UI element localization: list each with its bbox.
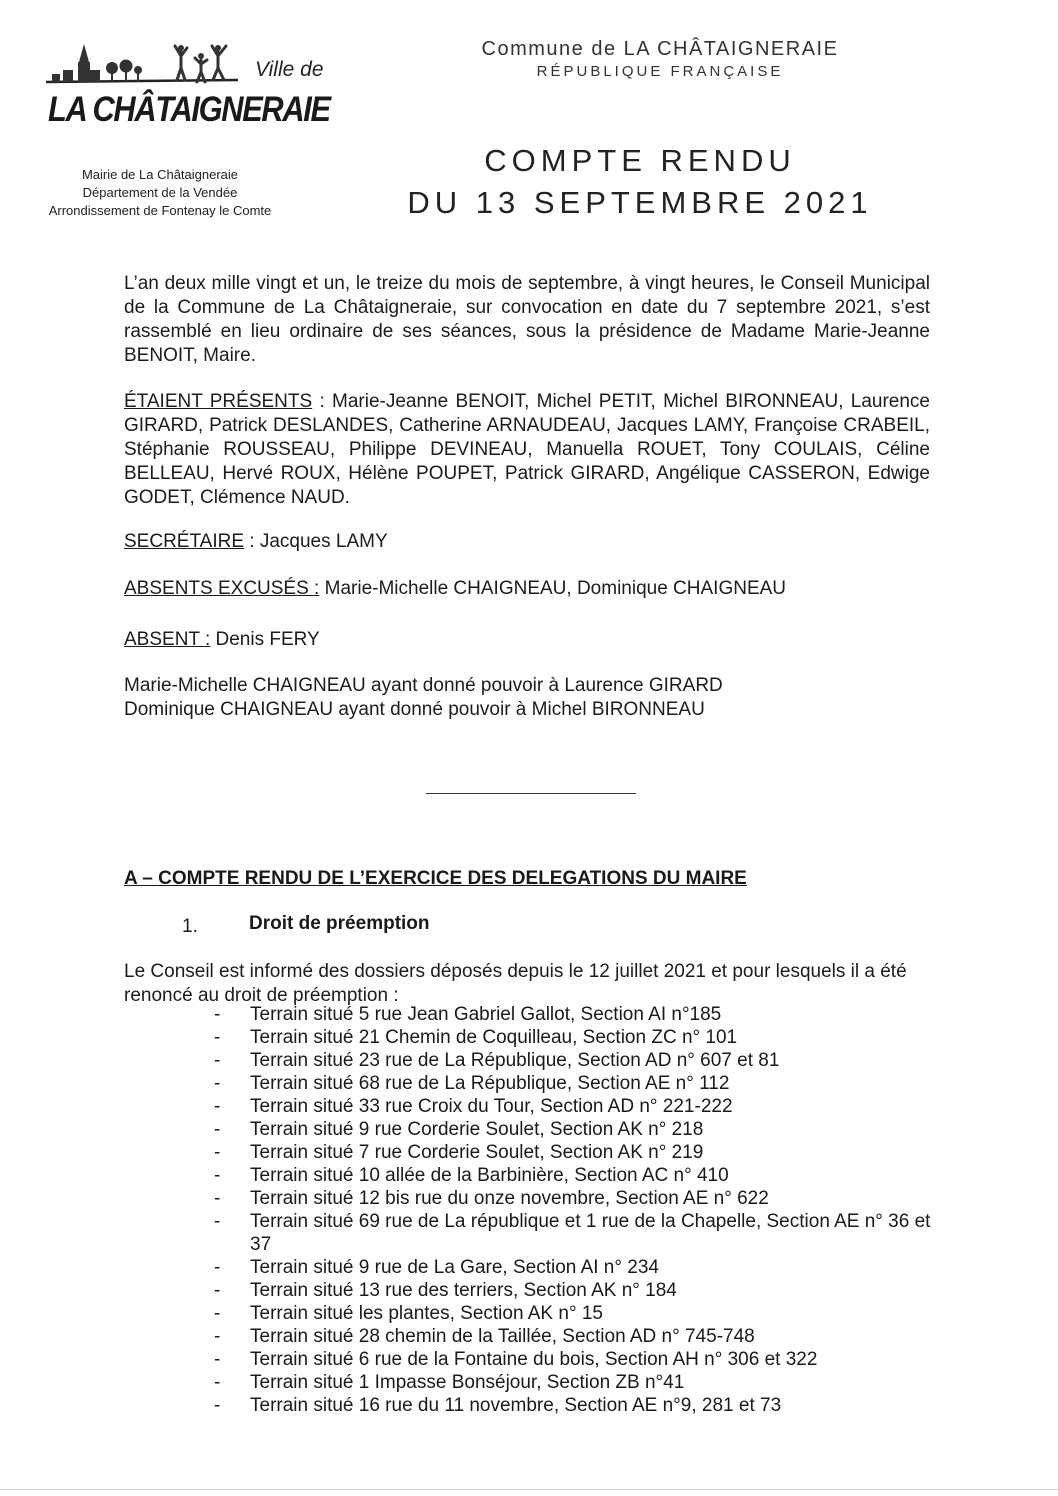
town-logo [38, 40, 338, 140]
list-item-text: Terrain situé 9 rue de La Gare, Section AI n° 234 [250, 1257, 659, 1278]
list-item-text: Terrain situé 16 rue du 11 novembre, Section AE n°9, 281 et 73 [250, 1395, 782, 1416]
secretaire-value: : Jacques LAMY [244, 531, 388, 552]
list-item [214, 1256, 934, 1279]
list-dash: - [214, 1004, 221, 1025]
title-line-1: COMPTE RENDU [484, 143, 796, 178]
commune-header [400, 38, 920, 80]
list-item [214, 1049, 934, 1072]
absent-value: Denis FERY [210, 629, 320, 650]
list-dash: - [214, 1073, 221, 1094]
list-item-text: Terrain situé 23 rue de La République, Section AD n° 607 et 81 [250, 1050, 780, 1071]
list-item-text: Terrain situé 28 chemin de la Taillée, Section AD n° 745-748 [250, 1326, 755, 1347]
mairie-line: Mairie de La Châtaigneraie [81, 167, 239, 182]
list-item [214, 1325, 934, 1348]
list-item [214, 1072, 934, 1095]
list-dash: - [214, 1165, 221, 1186]
list-dash: - [214, 1027, 221, 1048]
list-item-text: Terrain situé 13 rue des terriers, Section AK n° 184 [250, 1280, 677, 1301]
list-item-text: Terrain situé 68 rue de La République, Section AE n° 112 [250, 1073, 730, 1094]
preemption-paragraph: Le Conseil est informé des dossiers déposés depuis le 12 juillet 2021 et pour lesquels il a été renoncé au droit de préemption : [124, 961, 907, 1006]
list-dash: - [214, 1188, 221, 1209]
republique-line: RÉPUBLIQUE FRANÇAISE [536, 63, 784, 80]
list-item [214, 1302, 934, 1325]
absents-excuses-value: Marie-Michelle CHAIGNEAU, Dominique CHAIGNEAU [319, 578, 787, 599]
list-item [214, 1095, 934, 1118]
secretaire-label: SECRÉTAIRE [124, 531, 245, 552]
secretaire-line [124, 530, 388, 554]
department-line: Département de la Vendée [82, 185, 238, 200]
commune-name: Commune de LA CHÂTAIGNERAIE [481, 38, 839, 60]
list-dash: - [214, 1142, 221, 1163]
list-dash: - [214, 1349, 221, 1370]
pouvoir-line-2: Dominique CHAIGNEAU ayant donné pouvoir à Michel BIRONNEAU [124, 699, 705, 720]
list-item-text: Terrain situé 69 rue de La république et 1 rue de la Chapelle, Section AE n° 36 et 37 [250, 1211, 931, 1255]
list-dash: - [214, 1257, 221, 1278]
list-item [214, 1118, 934, 1141]
list-item [214, 1026, 934, 1049]
list-item-text: Terrain situé 33 rue Croix du Tour, Section AD n° 221-222 [250, 1096, 733, 1117]
list-dash: - [214, 1050, 221, 1071]
absents-excuses-line [124, 577, 786, 601]
subsection-title: Droit de préemption [249, 913, 430, 934]
list-item-text: Terrain situé les plantes, Section AK n° 15 [250, 1303, 603, 1324]
list-item-text: Terrain situé 10 allée de la Barbinière, Section AC n° 410 [250, 1165, 729, 1186]
list-item [214, 1394, 934, 1417]
list-dash: - [214, 1211, 221, 1232]
logo-town-name: LA CHÂTAIGNERAIE [48, 90, 330, 129]
intro-paragraph: L’an deux mille vingt et un, le treize du mois de septembre, à vingt heures, le Conseil Municipal de la Commune de La Châtaigneraie, sur convocation en date du 7 septembre 2021, s’est rassemblé en lieu ordinaire de ses séances, sous la présidence de Madame Marie-Jeanne BENOIT, Maire. [124, 273, 930, 366]
pouvoir-line-1: Marie-Michelle CHAIGNEAU ayant donné pouvoir à Laurence GIRARD [124, 675, 723, 696]
section-divider [426, 793, 636, 794]
list-dash: - [214, 1280, 221, 1301]
list-item [214, 1164, 934, 1187]
list-dash: - [214, 1119, 221, 1140]
presents-paragraph [124, 390, 930, 510]
absent-label: ABSENT : [124, 629, 211, 650]
list-dash: - [214, 1303, 221, 1324]
list-item-text: Terrain situé 1 Impasse Bonséjour, Section ZB n°41 [250, 1372, 685, 1393]
list-item-text: Terrain situé 6 rue de la Fontaine du bois, Section AH n° 306 et 322 [250, 1349, 818, 1370]
list-item [214, 1141, 934, 1164]
list-item-text: Terrain situé 9 rue Corderie Soulet, Section AK n° 218 [250, 1119, 704, 1140]
absent-line [124, 628, 320, 652]
subsection-number: 1. [182, 916, 198, 937]
list-item [214, 1210, 934, 1256]
list-dash: - [214, 1096, 221, 1117]
document-title [380, 140, 900, 224]
list-item [214, 1187, 934, 1210]
list-dash: - [214, 1395, 221, 1416]
absents-excuses-label: ABSENTS EXCUSÉS : [124, 578, 320, 599]
mairie-block [30, 166, 290, 220]
list-item [214, 1371, 934, 1394]
list-dash: - [214, 1326, 221, 1347]
presents-label: ÉTAIENT PRÉSENTS [124, 391, 313, 412]
list-item-text: Terrain situé 12 bis rue du onze novembre, Section AE n° 622 [250, 1188, 769, 1209]
logo-ville-text: Ville de [255, 58, 324, 81]
page-bottom-rule [0, 1489, 1058, 1490]
list-item-text: Terrain situé 5 rue Jean Gabriel Gallot, Section AI n°185 [250, 1004, 722, 1025]
list-item-text: Terrain situé 21 Chemin de Coquilleau, Section ZC n° 101 [250, 1027, 738, 1048]
section-a-title: A – COMPTE RENDU DE L’EXERCICE DES DELEGATIONS DU MAIRE [124, 868, 747, 889]
list-item [214, 1279, 934, 1302]
list-item [214, 1348, 934, 1371]
title-line-2: DU 13 SEPTEMBRE 2021 [407, 185, 873, 220]
list-dash: - [214, 1372, 221, 1393]
arrondissement-line: Arrondissement de Fontenay le Comte [48, 203, 272, 218]
list-item-text: Terrain situé 7 rue Corderie Soulet, Section AK n° 219 [250, 1142, 704, 1163]
preemption-list [214, 1003, 934, 1417]
list-item [214, 1003, 934, 1026]
presents-names: : Marie-Jeanne BENOIT, Michel PETIT, Michel BIRONNEAU, Laurence GIRARD, Patrick DESLANDES, Catherine ARNAUDEAU, Jacques LAMY, Françoise CRABEIL, Stéphanie ROUSSEAU, Philippe DEVINEAU, Manuella ROUET, Tony COULAIS, Céline BELLEAU, Hervé ROUX, Hélène POUPET, Patrick GIRARD, Angélique CASSERON, Edwige GODET, Clémence NAUD. [124, 391, 930, 508]
